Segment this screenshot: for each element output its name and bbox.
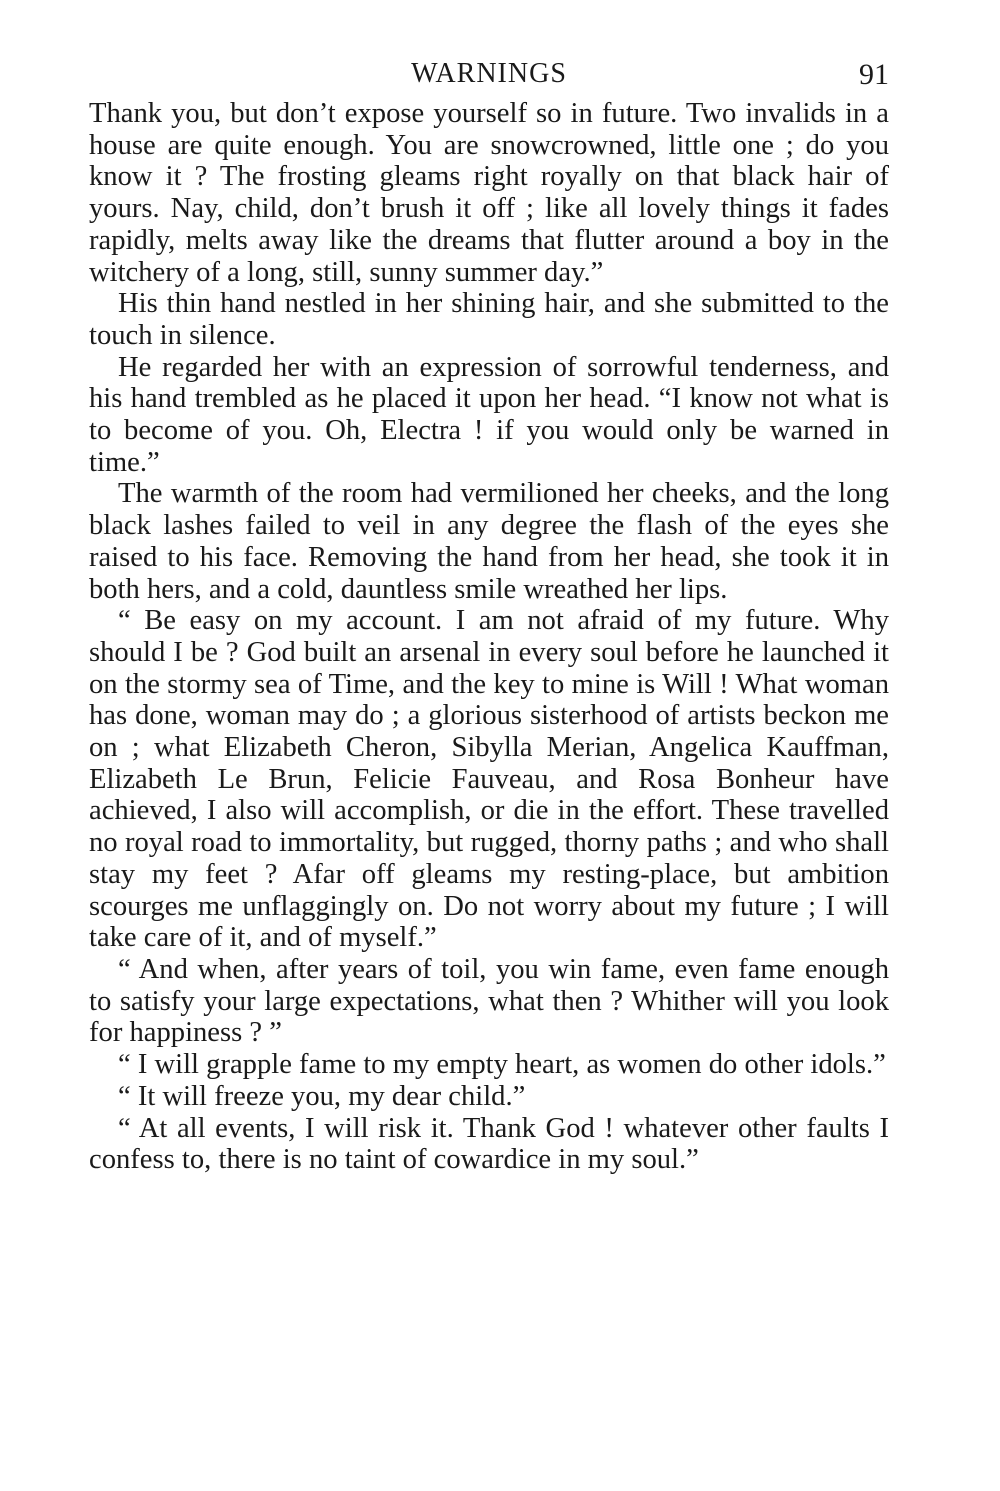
page-header <box>89 58 889 98</box>
body-text <box>89 98 889 1176</box>
running-title: WARNINGS <box>411 58 567 89</box>
paragraph-2: His thin hand nestled in her shining hair, and she submitted to the touch in silence. <box>89 288 889 351</box>
paragraph-4: The warmth of the room had vermilioned her cheeks, and the long black lashes failed to veil in any degree the flash of the eyes she raised to his face. Removing the hand from her head, she took it in both hers, and a cold, dauntless smile wreathed her lips. <box>89 478 889 605</box>
paragraph-9: “ At all events, I will risk it. Thank God ! whatever other faults I confess to, there is no taint of cowardice in my soul.” <box>89 1112 889 1176</box>
paragraph-5: “ Be easy on my account. I am not afraid of my future. Why should I be ? God built an arsenal in every soul before he launched it on the stormy sea of Time, and the key to mine is Will ! What woman has done, woman may do ; a glorious sisterhood of artists beckon me on ; what Elizabeth Cheron, Sibylla Merian, Angelica Kauffman, Elizabeth Le Brun, Felicie Fauveau, and Rosa Bonheur have achieved, I also will accomplish, or die in the effort. These travelled no royal road to immortality, but rugged, thorny paths ; and who shall stay my feet ? Afar off gleams my resting-place, but ambition scourges me unflaggingly on. Do not worry about my future ; I will take care of it, and of myself.” <box>89 605 889 954</box>
book-page <box>89 58 889 1176</box>
paragraph-6: “ And when, after years of toil, you win fame, even fame enough to satisfy your large expectations, what then ? Whither will you look for happiness ? ” <box>89 953 889 1049</box>
page-number: 91 <box>859 58 889 91</box>
paragraph-8: “ It will freeze you, my dear child.” <box>118 1080 526 1112</box>
paragraph-1: Thank you, but don’t expose yourself so in future. Two invalids in a house are quite enough. You are snowcrowned, little one ; do you know it ? The frosting gleams right royally on that black hair of yours. Nay, child, don’t brush it off ; like all lovely things it fades rapidly, melts away like the dreams that flutter around a boy in the witchery of a long, still, sunny summer day.” <box>89 98 889 288</box>
paragraph-7: “ I will grapple fame to my empty heart, as women do other idols.” <box>118 1049 886 1081</box>
paragraph-3: He regarded her with an expression of sorrowful tenderness, and his hand trembled as he placed it upon her head. “I know not what is to become of you. Oh, Electra ! if you would only be warned in time.” <box>89 351 889 478</box>
